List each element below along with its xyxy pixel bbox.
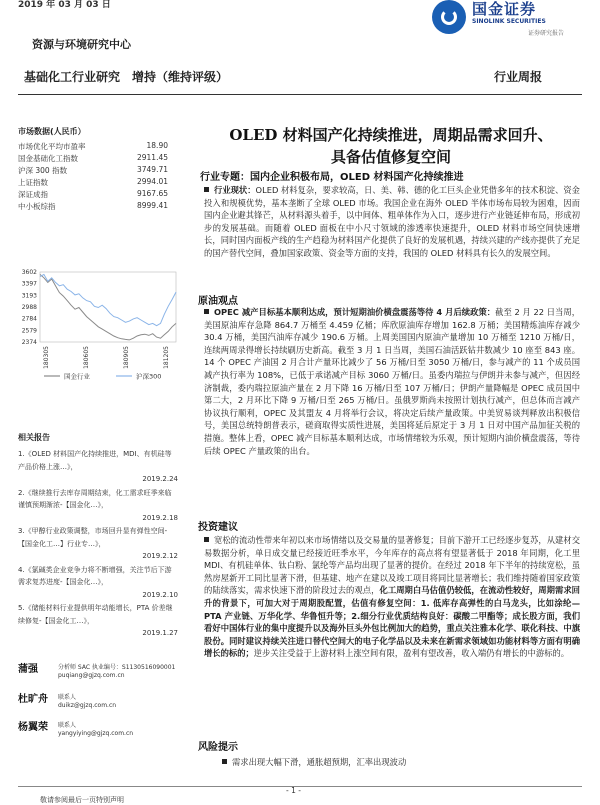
related-report-item[interactable] [18,448,178,486]
logo-en-text: SINOLINK SECURITIES [472,18,546,25]
related-report-item[interactable] [18,525,178,563]
y-tick-label: 2784 [21,315,37,323]
x-tick-label: 180305 [43,346,50,369]
risk-paragraph [222,756,562,769]
paragraph-tail: 逆步关注受益于上游材料上涨空间有限，盈利有望改善，收入端仍有增长的中游标的。 [253,648,570,659]
paragraph-bold: 化工周期白马估值仍较低，在流动性较好，周期需求回升的背景下，可加大对于周期股配置，估值有修复空间：1. 低库存高弹性的白马龙头，比如涂纶—PTA 产业链、万华化学、华鲁恒升等；2.细分行业优质结构良好：碳酸二甲酯等；成长股方面，我们看好中国体行业的集中度提升以及海外巨头外包比例加大的趋势，重点关注雅本化学、联化科技、中旗股份。同时建议持续关注进口替代空间大的电子化学品以及未来在新需求领域如功能材料等方面有明确增长的标的； [204,585,580,659]
legend-label: 国金行业 [64,372,90,381]
industry-status-paragraph [204,184,580,260]
analyst-role: 联系人 [58,722,77,729]
series-line-0 [40,274,176,340]
market-row-value: 2911.45 [136,153,168,162]
market-data-title: 市场数据(人民币） [18,127,86,136]
market-row-value: 3749.71 [136,165,168,174]
y-tick-label: 3602 [21,269,37,276]
y-tick-label: 3397 [21,280,37,288]
analyst-role: 分析师 SAC 执业编号：S1130516090001 [58,664,176,671]
market-row-label: 沪深 300 指数 [18,166,68,175]
market-row-label: 深证成指 [18,190,48,199]
analyst-role: 联系人 [58,694,77,701]
x-tick-label: 180905 [123,346,130,369]
section-risk-heading: 风险提示 [198,742,238,753]
bullet-square-icon [222,759,227,764]
analyst-name: 杜旷舟 [18,694,48,705]
related-report-date: 2019.2.10 [142,590,178,599]
paragraph-lead: OPEC 减产目标基本顺利达成，预计短期油价横盘震荡等待 4 月后续政策： [214,307,496,317]
related-report-text: 5.《储能材料行业提供明年动能增长，PTA 价差继续修复-【国金化工…》， [18,604,173,625]
bullet-square-icon [204,187,209,192]
analyst-name: 杨翼荣 [18,722,48,733]
paragraph-lead: 行业现状： [214,185,256,195]
market-row-label: 国金基础化工指数 [18,154,78,163]
related-report-item[interactable] [18,602,178,640]
market-row-value: 8999.41 [136,201,168,210]
x-tick-label: 181205 [163,346,170,369]
related-report-date: 2019.1.27 [142,629,178,637]
related-reports-title: 相关报告 [18,433,50,442]
y-tick-label: 2374 [21,339,37,346]
market-row-label: 市场优化平均市盈率 [18,142,86,151]
related-report-text: 1.《OLED 材料国产化持续推进，MDI、有机硅等产品价格上涨…》， [18,450,172,471]
paragraph-body: 需求出现大幅下滑，通胀超预期，汇率出现波动 [232,757,407,767]
invest-paragraph [204,534,580,660]
market-row-value: 9167.65 [136,189,168,198]
title-line-2: 具备估值修复空间 [330,148,451,166]
legend-label: 沪深300 [136,372,162,381]
report-category: 基础化工行业研究 增持（维持评级） [24,70,229,84]
related-report-date: 2019.2.18 [142,513,178,522]
logo-cn-text: 国金证券 [472,0,537,18]
y-tick-label: 2988 [21,304,37,311]
header-divider [18,94,582,95]
paragraph-body: OLED 材料复杂，要求较高，日、美、韩、德的化工巨头企业凭借多年的技术积淀、资金投入和规模优势，基本垄断了全球 OLED 市场。我国企业在海外 OLED 半体市场布局较为困难，因而国内企业避其锋芒，从材料源头着手，以中间体、粗单体作为入口，逐步进行产业链延伸布局，形成初步的发展基础。而随着 OLED 面板在中小尺寸领域的渗透率快速提升，OLED 材料市场空间快速增长，同时国内面板产线的生产趋稳为材料国产化提供了良好的发展机遇，持续兴建的产线亦提供了充足的国产替代空间，叠加国家政策、资金等方面的支持，我国的 OLED 材料具有长久的发展空间。 [204,185,580,258]
analyst-name: 蒲强 [18,664,38,675]
market-row-label: 中小板综指 [18,202,56,211]
footer-disclaimer: 敬请参阅最后一页特别声明 [40,796,124,804]
logo-mark-icon [432,0,466,34]
analyst-email[interactable]: yangyiying@gjzq.com.cn [58,730,134,737]
related-reports-list [18,448,178,641]
market-row-label: 上证指数 [18,178,48,187]
related-report-item[interactable] [18,564,178,602]
analyst-email[interactable]: duikz@gjzq.com.cn [58,702,117,709]
chart-frame [40,272,176,342]
logo-sub-text: 证券研究报告 [528,30,565,37]
related-report-item[interactable] [18,487,178,525]
title-line-1: OLED 材料国产化持续推进，周期品需求回升、 [229,126,553,144]
bullet-square-icon [204,537,209,542]
related-report-text: 2.《继续推行去库存周期结束，化工需求旺季来临谨慎预期渐浓-【国金化…》， [18,488,172,509]
related-report-date: 2019.2.24 [142,475,178,483]
related-report-text: 3.《甲醇行业政策调整，市场回升显有弹性空间-【国金化工…】行业专…》， [18,527,168,548]
y-tick-label: 2579 [21,327,37,335]
bullet-square-icon [204,309,209,314]
paragraph-body: 宽松的流动性带来年初以来市场情绪以及交易量的显著修复；目前下游开工已经逐步复苏，从建材交易数据分析，单日成交量已经接近旺季水平，今年库存的高点将有望显著低于 2018 年同期，化工里 MDI、有机硅单体、钛白粉、氯纶等产品均出现了显著的提价。在经过 2018 年下半年的持续宽松，虽然房屋新开工同比显著下滑，但基建、地产在建以及竣工项目将同比显著增长；我们维持随着国家政策的陆续落实，需求快速下滑的阶段过去的观点， [204,535,580,596]
market-row-value: 18.90 [146,141,168,150]
section-invest-heading: 投资建议 [198,522,238,533]
y-tick-label: 3193 [21,292,37,300]
related-report-date: 2019.2.12 [142,552,178,560]
report-main-title [196,124,586,168]
section-crude-heading: 原油观点 [198,296,238,307]
x-tick-label: 180605 [83,346,90,369]
analyst-email[interactable]: puqiang@gjzq.com.cn [58,672,125,679]
topic-heading: 行业专题：国内企业积极布局，OLED 材料国产化持续推进 [200,172,464,183]
report-date: 2019 年 03 月 03 日 [18,0,111,10]
crude-paragraph [204,306,580,457]
report-type: 行业周报 [494,70,543,84]
sinolink-logo [432,0,592,40]
related-report-text: 4.《氯碱类企业竞争力将不断增强，关注节后下游需求复苏进度-【国金化…》， [18,565,172,586]
research-center: 资源与环境研究中心 [32,38,131,51]
page-number: - 1 - [286,786,301,795]
series-line-1 [40,274,176,325]
paragraph-body: 截至 2 月 22 日当周，美国原油库存急降 864.7 万桶至 4.459 亿桶；库欣原油库存增加 162.8 万桶；美国精炼油库存减少 30.4 万桶，美国汽油库存减少 190.6 万桶。上周美国国内原油产量增加 10 万桶至 1210 万桶/日，连续两周录得增长持续刷历史新高。截至 3 月 1 日当周，美国石油活跃钻井数减少 10 座至 843 座。14 个 OPEC 产油国 2 月合计产量环比减少了 56 万桶/日至 3050 万桶/日，参与减产的 11 个成员国减产执行率为 108%，已低于承诺减产目标 3060 万桶/日。虽委内瑞拉与伊朗并未参与减产，但因经济制裁，委内瑞拉原油产量在 2 月下降 16 万桶/日至 107 万桶/日；伊朗产量降幅是 OPEC 成员国中第二大，2 月环比下降 9 万桶/日至 265 万桶/日。虽俄罗斯尚未按照计划执行减产，但总体而言减产协议执行顺利，OPEC 及其盟友 4 月将举行会议，将决定后续产量政策。中美贸易谈判释放出积极信号，美国总统特朗普表示，磋商取得实质性进展，美国将延后原定于 3 月 1 日对中国产品加征关税的措施。整体上看，OPEC 减产目标基本顺利达成，市场情绪较为乐观，预计短期内油价横盘震荡，等待后续 OPEC 产量政策的出台。 [204,307,580,456]
market-row-value: 2994.01 [136,177,168,186]
index-performance-chart [14,264,184,414]
